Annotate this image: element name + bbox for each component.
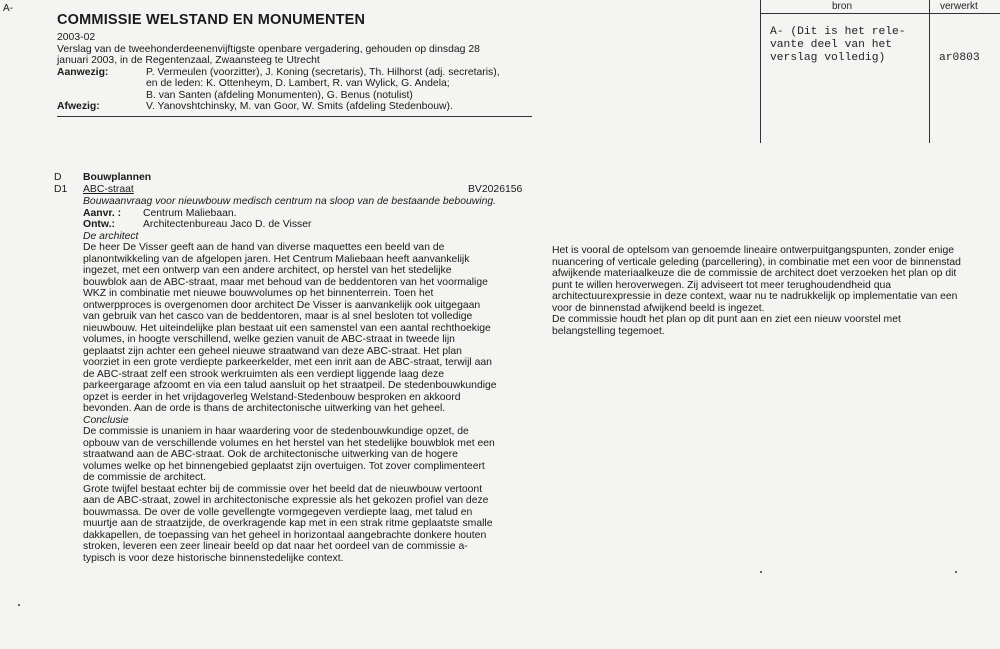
conclusion-paragraph (83, 426, 553, 564)
paragraph-line: de ABC-straat zelf een strook werkruimten als een verdiept liggende laag deze (83, 368, 444, 380)
paragraph-line: volumes welke op het binnengebied geplaatst zijn overtuigen. Tot zover complimenteert (83, 460, 485, 472)
paragraph-line: De commissie houdt het plan op dit punt aan en ziet een nieuw voorstel met (552, 314, 901, 325)
source-note (770, 26, 906, 65)
paragraph-line: ontwerpproces is overgenomen door architect De Visser is aanvankelijk ook uitgegaan (83, 299, 481, 311)
absent-label: Afwezig: (57, 101, 100, 112)
paragraph-line: geplaatst zijn achter een geheel nieuwe straatwand van deze ABC-straat. Het plan (83, 345, 462, 357)
architect-paragraph (83, 242, 553, 415)
paragraph-line: volumes, in hoogte verschillend, welke gezien vanuit de ABC-straat in tweede lijn (83, 334, 455, 345)
paragraph-line: WKZ in combinatie met nieuwe bouwvolumes op het binnenterrein. Toen het (83, 288, 434, 299)
report-line: Verslag van de tweehonderdeenenvijftigste openbare vergadering, gehouden op dinsdag 28 (57, 43, 480, 55)
item-title: ABC-straat (83, 183, 134, 195)
paragraph-line: stroken, leveren een zeer lineair beeld op dat naar het oordeel van de commissie a- (83, 541, 468, 552)
item-body (83, 196, 553, 564)
paragraph-line: voor de binnenstad afwijkend beeld is ingezet. (552, 302, 765, 314)
section-header (54, 172, 534, 195)
table-border-mid (929, 0, 930, 143)
source-note-line: vante deel van het (770, 39, 893, 51)
processed-value: ar0803 (939, 52, 980, 64)
request-text: Bouwaanvraag voor nieuwbouw medisch centrum na sloop van de bestaande bebouwing. (83, 196, 497, 207)
col-processed-header: verwerkt (940, 1, 978, 12)
document-title: COMMISSIE WELSTAND EN MONUMENTEN (57, 12, 366, 28)
source-note-line: verslag volledig) (770, 52, 886, 64)
section-row (54, 172, 534, 184)
present-line: B. van Santen (afdeling Monumenten), G. Benus (notulist) (146, 89, 413, 101)
paragraph-line: nuancering of verticale geleding (parcellering), in combinatie met een voor de binnenstad (552, 256, 961, 268)
report-year: 2003-02 (57, 32, 96, 43)
absent-row (57, 101, 537, 113)
applicant-value: Centrum Maliebaan. (143, 207, 237, 219)
right-column (552, 245, 997, 337)
design-row (83, 219, 553, 231)
meeting-header (57, 32, 537, 113)
paragraph-line: planontwikkeling van de afgelopen jaren. Het Centrum Maliebaan heeft aanvankelijk (83, 253, 470, 265)
applicant-row (83, 208, 553, 220)
paragraph-line: aan de ABC-straat, zowel in architectonische expressie als het gekozen profiel van deze (83, 495, 489, 506)
absent-text: V. Yanovshtchinsky, M. van Goor, W. Smits (afdeling Stedenbouw). (146, 101, 453, 112)
item-row (54, 184, 534, 196)
design-value: Architectenbureau Jaco D. de Visser (143, 219, 312, 230)
col-source-header: bron (832, 1, 853, 12)
paragraph-line: De heer De Visser geeft aan de hand van diverse maquettes een beeld van de (83, 242, 445, 253)
table-border-left (760, 0, 761, 143)
corner-mark: A- (3, 3, 13, 14)
paragraph-line: architectuurexpressie in deze context, waar nu te nadrukkelijk op implementatie van een (552, 291, 958, 302)
paragraph-line: Het is vooral de optelsom van genoemde lineaire ontwerpuitgangspunten, zonder enige (552, 245, 955, 256)
paragraph-line: Grote twijfel bestaat echter bij de commissie over het beeld dat de nieuwbouw vertoont (83, 483, 483, 495)
paragraph-line: afwijkende materiaalkeuze die de commissie de architect doet verzoeken het plan op dit (552, 268, 957, 279)
paragraph-line: typisch is voor deze historische binnenstedelijke context. (83, 552, 344, 564)
paragraph-line: ingezet, met een ontwerp van een andere architect, op herstel van het stedelijke (83, 265, 452, 276)
paragraph-line: muurtje aan de straatzijde, de overkragende kap met in een strak ritme geplaatste smalle (83, 518, 493, 529)
paragraph-line: punt te willen heroverwegen. Zij adviseert tot meer terughoudendheid qua (552, 279, 892, 291)
paragraph-line: De commissie is unaniem in haar waardering voor de stedenbouwkundige opzet, de (83, 426, 469, 437)
paragraph-line: nieuwbouw. Het uiteindelijke plan bestaat uit een samenstel van een aantal rechthoekige (83, 322, 491, 334)
paragraph-line: straatwand aan de ABC-straat. Ook de architectonische uitwerking van de hogere (83, 449, 458, 460)
paragraph-line: parkeergarage afzoomt en via een talud aansluit op het straatpeil. De stedenbouwkundige (83, 380, 497, 391)
attendees-row (57, 78, 537, 90)
header-divider (57, 116, 532, 117)
paragraph-line: de commissie de architect. (83, 472, 207, 483)
paragraph-line: belangstelling tegemoet. (552, 325, 665, 337)
report-line: januari 2003, in de Regentenzaal, Zwaansteeg te Utrecht (57, 55, 320, 66)
paragraph-line: voorziet in een grote verdiepte parkeerkelder, met een inrit aan de ABC-straat, terwijl aan (83, 357, 492, 368)
section-code: D (54, 172, 62, 183)
paragraph-line: opbouw van de verschillende volumes en het herstel van het stedelijke bouwblok met een (83, 437, 495, 449)
paragraph-line: bouwblok aan de ABC-straat, maar met behoud van de beddentoren van het voormalige (83, 276, 488, 288)
present-line: P. Vermeulen (voorzitter), J. Koning (secretaris), Th. Hilhorst (adj. secretaris), (146, 66, 500, 78)
scan-speck (760, 571, 762, 573)
paragraph-line: van gebruik van het casco van de beddentoren, maar is al snel besloten tot volledige (83, 311, 473, 322)
architect-heading: De architect (83, 230, 139, 242)
paragraph-line: bevonden. Aan de orde is thans de architectonische uitwerking van het geheel. (83, 403, 446, 414)
paragraph-line: dakkapellen, de toepassing van het geheel in horizontaal aangebrachte donkere houten (83, 529, 487, 541)
scan-speck (955, 571, 957, 573)
scan-speck (18, 604, 20, 606)
design-label: Ontw.: (83, 219, 115, 230)
present-line: en de leden: K. Ottenheym, D. Lambert, R. van Wylick, G. Andela; (146, 78, 450, 89)
applicant-label: Aanvr. : (83, 207, 122, 219)
section-title: Bouwplannen (83, 172, 152, 183)
attendees-row (57, 90, 537, 102)
source-note-line: A- (Dit is het rele- (770, 26, 906, 38)
paragraph-line: bouwmassa. De over de volle gevellengte vormgegeven verdiepte laag, met talud en (83, 506, 473, 518)
attendees-row (57, 67, 537, 79)
conclusion-heading: Conclusie (83, 414, 129, 426)
item-ref: BV2026156 (468, 183, 523, 195)
item-code: D1 (54, 183, 68, 195)
paragraph-line: opzet is eerder in het vrijdagoverleg Welstand-Stedenbouw besproken en akkoord (83, 391, 461, 403)
table-header-rule (760, 13, 1000, 14)
present-label: Aanwezig: (57, 66, 109, 78)
